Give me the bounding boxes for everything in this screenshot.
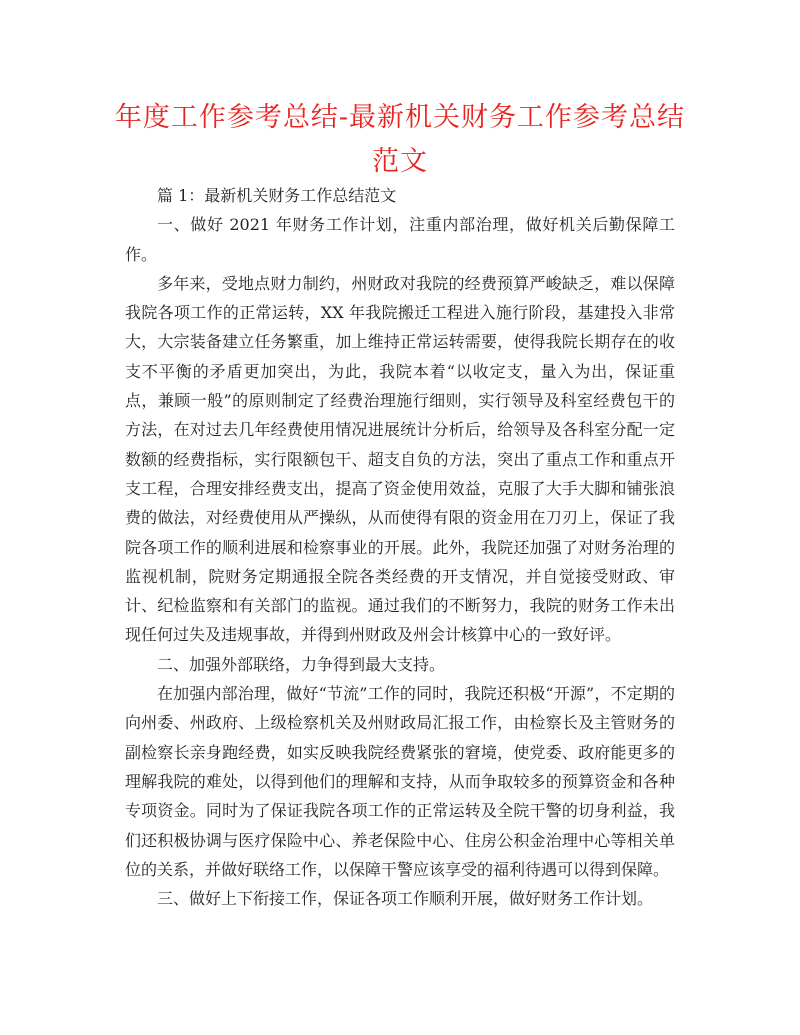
document-body — [125, 181, 675, 913]
section-heading: 篇 1：最新机关财务工作总结范文 — [157, 186, 397, 205]
title-line-2: 范文 — [372, 146, 428, 177]
point-heading-3: 三、做好上下衔接工作，保证各项工作顺利开展，做好财务工作计划。 — [157, 889, 654, 909]
document-title — [110, 96, 690, 184]
paragraph-budget: 多年来，受地点财力制约，州财政对我院的经费预算严峻缺乏，难以保障我院各项工作的正常运转，XX 年我院搬迁工程进入施行阶段，基建投入非常大，大宗装备建立任务繁重，加上维持正常运转需要，使得我院长期存在的收支不平衡的矛盾更加突出，为此，我院本着“以收定支，量入为出，保证重点，兼顾一般”的原则制定了经费治理施行细则，实行领导及科室经费包干的方法，在对过去几年经费使用情况进展统计分析后，给领导及各科室分配一定数额的经费指标，实行限额包干、超支自负的方法，突出了重点工作和重点开支工程，合理安排经费支出，提高了资金使用效益，克服了大手大脚和铺张浪费的做法，对经费使用从严操纵，从而使得有限的资金用在刀刃上，保证了我院各项工作的顺利进展和检察事业的开展。此外，我院还加强了对财务治理的监视机制，院财务定期通报全院各类经费的开支情况，并自觉接受财政、审计、纪检监察和有关部门的监视。通过我们的不断努力，我院的财务工作未出现任何过失及违规事故，并得到州财政及州会计核算中心的一致好评。 — [125, 273, 675, 645]
paragraph-external: 在加强内部治理，做好“节流”工作的同时，我院还积极“开源”，不定期的向州委、州政府、上级检察机关及州财政局汇报工作，由检察长及主管财务的副检察长亲身跑经费，如实反映我院经费紧张的窘境，使党委、政府能更多的理解我院的难处，以得到他们的理解和支持，从而争取较多的预算资金和各种专项资金。同时为了保证我院各项工作的正常运转及全院干警的切身利益，我们还积极协调与医疗保险中心、养老保险中心、住房公积金治理中心等相关单位的关系，并做好联络工作，以保障干警应该享受的福利待遇可以得到保障。 — [125, 684, 675, 879]
point-heading-2: 二、加强外部联络，力争得到最大支持。 — [157, 654, 446, 674]
point-heading-1: 一、做好 2021 年财务工作计划，注重内部治理，做好机关后勤保障工作。 — [125, 215, 675, 264]
title-line-1: 年度工作参考总结-最新机关财务工作参考总结 — [114, 102, 686, 133]
